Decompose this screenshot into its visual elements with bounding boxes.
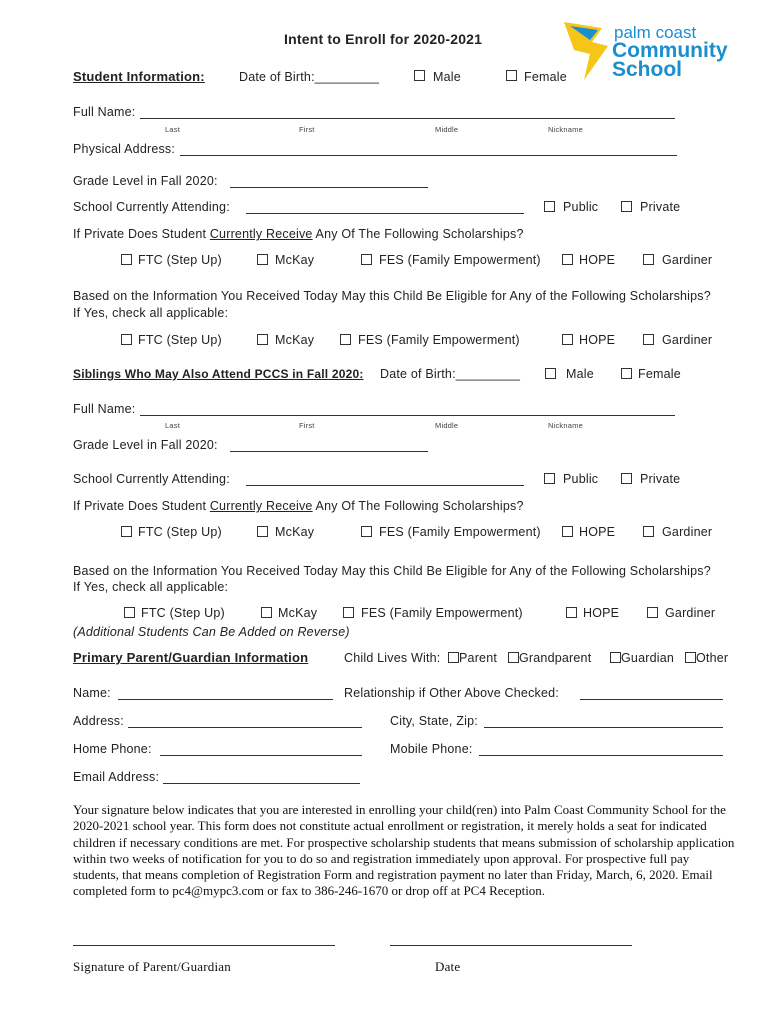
student-ftc-label: FTC (Step Up) (138, 253, 222, 267)
parent-signature-label: Signature of Parent/Guardian (73, 959, 231, 974)
parent-heading: Primary Parent/Guardian Information (73, 650, 309, 665)
sibling-mckay-checkbox[interactable] (257, 526, 268, 537)
parent-address-label: Address: (73, 714, 124, 728)
sibling-private-checkbox[interactable] (621, 473, 632, 484)
student-address-input[interactable] (180, 155, 677, 156)
student-eligible-gardiner-label: Gardiner (662, 333, 713, 347)
lives-with-grandparent-checkbox[interactable] (508, 652, 519, 663)
sibling-fes-label: FES (Family Empowerment) (379, 525, 541, 539)
date-label: Date (435, 959, 461, 974)
sibling-dob-field[interactable]: Date of Birth:_________ (380, 367, 521, 381)
lives-with-other-checkbox[interactable] (685, 652, 696, 663)
mobile-phone-input[interactable] (479, 755, 723, 756)
student-fes-checkbox[interactable] (361, 254, 372, 265)
sibling-private-label: Private (640, 472, 681, 486)
parent-name-label: Name: (73, 686, 111, 700)
student-female-label: Female (524, 70, 567, 84)
email-label: Email Address: (73, 770, 160, 784)
sibling-school-input[interactable] (246, 485, 524, 486)
sibling-gardiner-label: Gardiner (662, 525, 713, 539)
student-school-input[interactable] (246, 213, 524, 214)
city-state-zip-input[interactable] (484, 727, 723, 728)
relationship-label: Relationship if Other Above Checked: (344, 686, 559, 700)
student-male-checkbox[interactable] (414, 70, 425, 81)
student-female-checkbox[interactable] (506, 70, 517, 81)
lives-with-parent-checkbox[interactable] (448, 652, 459, 663)
sibling-name-part-middle: Middle (435, 421, 459, 430)
student-eligible-mckay-checkbox[interactable] (257, 334, 268, 345)
student-eligible-question: Based on the Information You Received Today May this Child Be Eligible for Any of the Following Scholarships? (73, 289, 711, 303)
student-mckay-checkbox[interactable] (257, 254, 268, 265)
sibling-name-part-first: First (299, 421, 315, 430)
student-private-checkbox[interactable] (621, 201, 632, 212)
sibling-name-part-last: Last (165, 421, 180, 430)
additional-students-note: (Additional Students Can Be Added on Reverse) (73, 625, 350, 639)
student-eligible-instruction: If Yes, check all applicable: (73, 306, 229, 320)
sibling-private-question: If Private Does Student Currently Receive Any Of The Following Scholarships? (73, 499, 524, 513)
lives-with-parent-label: Parent (459, 651, 498, 665)
student-school-label: School Currently Attending: (73, 200, 230, 214)
lives-with-guardian-checkbox[interactable] (610, 652, 621, 663)
sibling-eligible-hope-checkbox[interactable] (566, 607, 577, 618)
lives-with-other-label: Other (696, 651, 729, 665)
student-eligible-ftc-checkbox[interactable] (121, 334, 132, 345)
student-heading: Student Information: (73, 69, 205, 84)
name-part-nickname: Nickname (548, 125, 583, 134)
disclaimer-paragraph: Your signature below indicates that you are interested in enrolling your child(ren) into Palm Coast Community School for the 2020-2021 school year. This form does not constitute actual enrollment or registration, it merely holds a seat for indicated children if necessary conditions are met. For prospective scholarship students that means submission of scholarship application within two weeks of notification for you to do so and registration immediately upon approval. For prospective full pay students, that means completion of Registration Form and registration payment no later than Friday, March, 6, 2020. Email completed form to pc4@mypc3.com or fax to 386-246-1670 or drop off at PC4 Reception. (73, 802, 735, 899)
sibling-eligible-instruction: If Yes, check all applicable: (73, 580, 229, 594)
student-eligible-hope-checkbox[interactable] (562, 334, 573, 345)
sibling-public-checkbox[interactable] (544, 473, 555, 484)
parent-name-input[interactable] (118, 699, 333, 700)
sibling-school-label: School Currently Attending: (73, 472, 230, 486)
student-gardiner-label: Gardiner (662, 253, 713, 267)
student-public-checkbox[interactable] (544, 201, 555, 212)
sibling-gardiner-checkbox[interactable] (643, 526, 654, 537)
student-hope-label: HOPE (579, 253, 616, 267)
student-public-label: Public (563, 200, 599, 214)
svg-text:palm coast: palm coast (614, 23, 697, 42)
email-input[interactable] (163, 783, 360, 784)
sibling-eligible-gardiner-checkbox[interactable] (647, 607, 658, 618)
sibling-grade-label: Grade Level in Fall 2020: (73, 438, 218, 452)
student-private-question: If Private Does Student Currently Receive Any Of The Following Scholarships? (73, 227, 524, 241)
student-private-label: Private (640, 200, 681, 214)
parent-address-input[interactable] (128, 727, 362, 728)
name-part-first: First (299, 125, 315, 134)
svg-text:Community: Community (612, 39, 728, 62)
student-eligible-fes-label: FES (Family Empowerment) (358, 333, 520, 347)
student-eligible-hope-label: HOPE (579, 333, 616, 347)
sibling-eligible-ftc-label: FTC (Step Up) (141, 606, 225, 620)
student-full-name-input[interactable] (140, 118, 675, 119)
home-phone-input[interactable] (160, 755, 362, 756)
student-ftc-checkbox[interactable] (121, 254, 132, 265)
student-hope-checkbox[interactable] (562, 254, 573, 265)
student-dob-field[interactable]: Date of Birth:_________ (239, 70, 380, 84)
sibling-eligible-mckay-label: McKay (278, 606, 318, 620)
sibling-hope-checkbox[interactable] (562, 526, 573, 537)
sibling-female-checkbox[interactable] (621, 368, 632, 379)
lives-with-guardian-label: Guardian (621, 651, 675, 665)
sibling-full-name-label: Full Name: (73, 402, 136, 416)
sibling-heading: Siblings Who May Also Attend PCCS in Fall 2020: (73, 367, 364, 381)
sibling-eligible-gardiner-label: Gardiner (665, 606, 716, 620)
student-mckay-label: McKay (275, 253, 315, 267)
lives-with-label: Child Lives With: (344, 651, 441, 665)
sibling-ftc-label: FTC (Step Up) (138, 525, 222, 539)
svg-text:School: School (612, 58, 683, 81)
page-title: Intent to Enroll for 2020-2021 (284, 31, 483, 47)
student-fes-label: FES (Family Empowerment) (379, 253, 541, 267)
sibling-female-label: Female (638, 367, 681, 381)
student-eligible-fes-checkbox[interactable] (340, 334, 351, 345)
sibling-hope-label: HOPE (579, 525, 616, 539)
school-logo (562, 18, 752, 88)
sibling-eligible-hope-label: HOPE (583, 606, 620, 620)
student-eligible-ftc-label: FTC (Step Up) (138, 333, 222, 347)
student-address-label: Physical Address: (73, 142, 176, 156)
sibling-ftc-checkbox[interactable] (121, 526, 132, 537)
student-eligible-gardiner-checkbox[interactable] (643, 334, 654, 345)
sibling-eligible-ftc-checkbox[interactable] (124, 607, 135, 618)
name-part-last: Last (165, 125, 180, 134)
sibling-grade-input[interactable] (230, 451, 428, 452)
sibling-full-name-input[interactable] (140, 415, 675, 416)
sibling-eligible-fes-label: FES (Family Empowerment) (361, 606, 523, 620)
date-input[interactable] (390, 945, 632, 946)
student-grade-input[interactable] (230, 187, 428, 188)
sibling-eligible-question: Based on the Information You Received Today May this Child Be Eligible for Any of the Following Scholarships? (73, 564, 711, 578)
student-grade-label: Grade Level in Fall 2020: (73, 174, 218, 188)
relationship-input[interactable] (580, 699, 723, 700)
lives-with-grandparent-label: Grandparent (519, 651, 592, 665)
student-eligible-mckay-label: McKay (275, 333, 315, 347)
sibling-eligible-fes-checkbox[interactable] (343, 607, 354, 618)
student-full-name-label: Full Name: (73, 105, 136, 119)
home-phone-label: Home Phone: (73, 742, 152, 756)
sibling-eligible-mckay-checkbox[interactable] (261, 607, 272, 618)
student-male-label: Male (433, 70, 461, 84)
sibling-fes-checkbox[interactable] (361, 526, 372, 537)
city-state-zip-label: City, State, Zip: (390, 714, 478, 728)
parent-signature-input[interactable] (73, 945, 335, 946)
mobile-phone-label: Mobile Phone: (390, 742, 473, 756)
student-gardiner-checkbox[interactable] (643, 254, 654, 265)
sibling-male-checkbox[interactable] (545, 368, 556, 379)
sibling-public-label: Public (563, 472, 599, 486)
sibling-mckay-label: McKay (275, 525, 315, 539)
name-part-middle: Middle (435, 125, 459, 134)
sibling-male-label: Male (566, 367, 594, 381)
sibling-name-part-nickname: Nickname (548, 421, 583, 430)
